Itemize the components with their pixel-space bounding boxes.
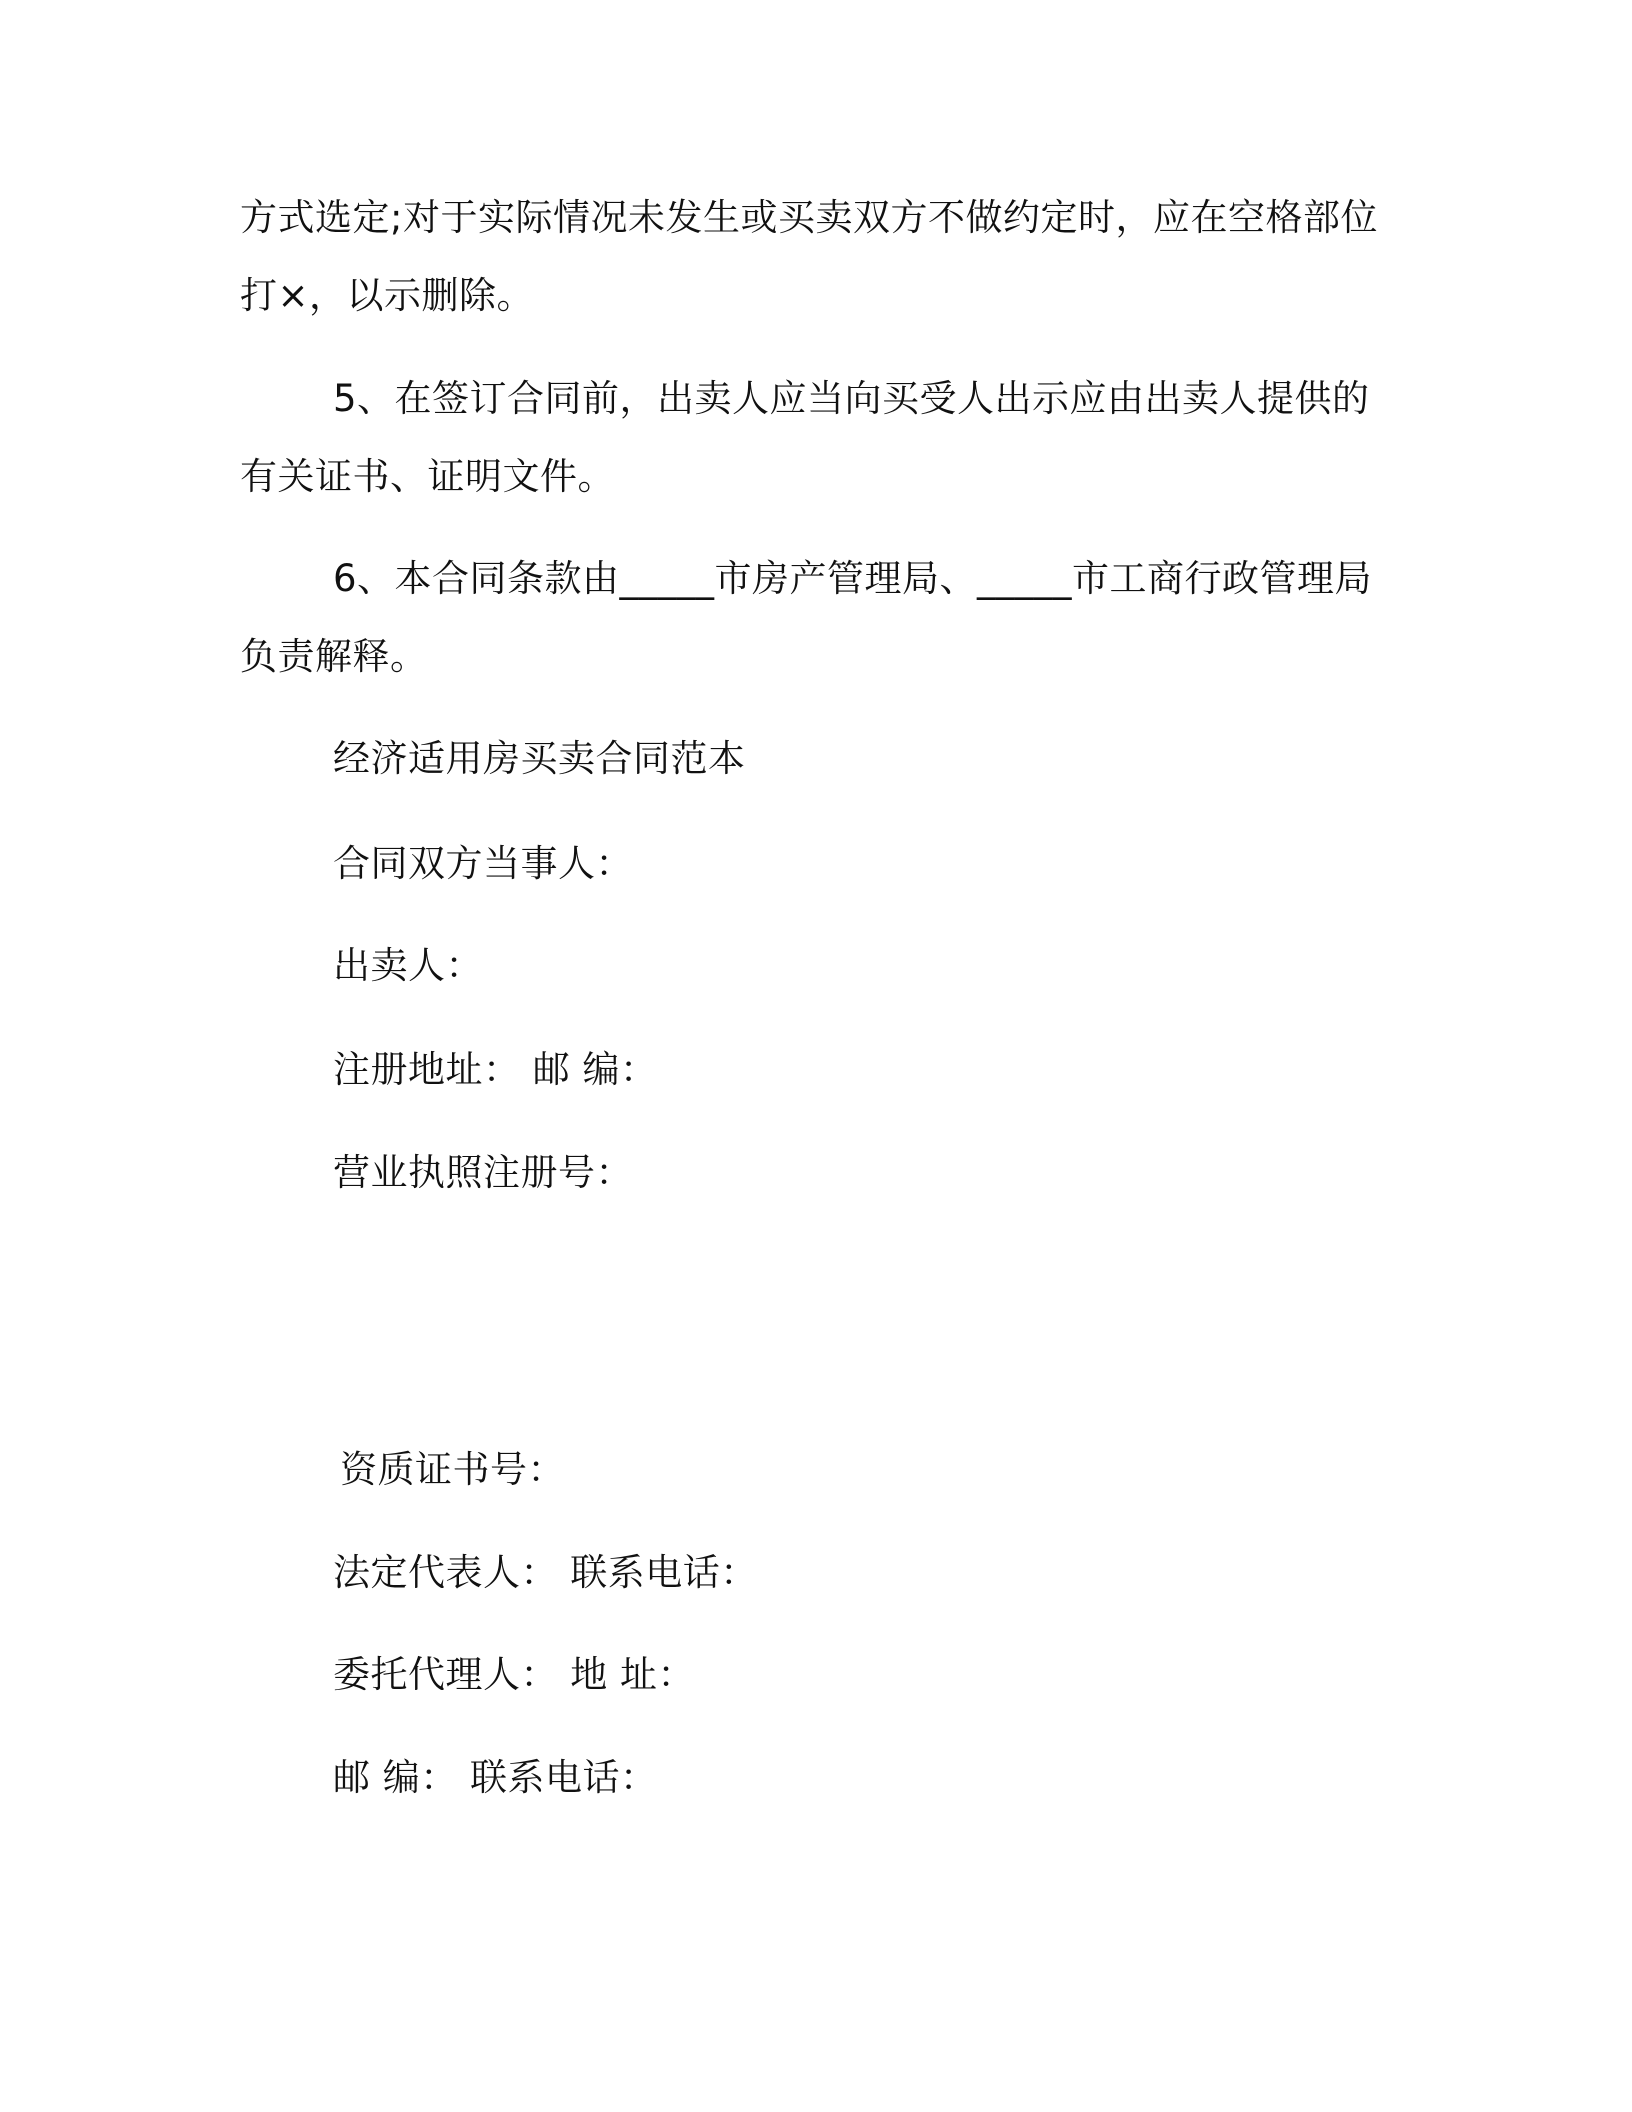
field-seller: 出卖人： [333, 944, 483, 987]
field-parties: 合同双方当事人： [333, 842, 633, 885]
field-registered-address: 注册地址： 邮 编： [333, 1048, 658, 1091]
field-legal-rep: 法定代表人： 联系电话： [333, 1551, 758, 1594]
field-qualification-cert: 资质证书号： [340, 1448, 565, 1491]
paragraph-4-line-2: 打×，以示删除。 [240, 274, 535, 317]
paragraph-6-line-2: 负责解释。 [240, 635, 428, 678]
paragraph-6-line-1: 6、本合同条款由_____市房产管理局、_____市工商行政管理局 [333, 557, 1373, 600]
field-postcode-phone: 邮 编： 联系电话： [333, 1756, 658, 1799]
field-agent: 委托代理人： 地 址： [333, 1653, 696, 1696]
field-business-license: 营业执照注册号： [333, 1151, 633, 1194]
contract-title: 经济适用房买卖合同范本 [333, 737, 746, 780]
paragraph-5-line-1: 5、在签订合同前，出卖人应当向买受人出示应由出卖人提供的 [333, 377, 1370, 420]
paragraph-5-line-2: 有关证书、证明文件。 [240, 455, 615, 498]
paragraph-4-line-1: 方式选定;对于实际情况未发生或买卖双方不做约定时，应在空格部位 [240, 196, 1378, 239]
